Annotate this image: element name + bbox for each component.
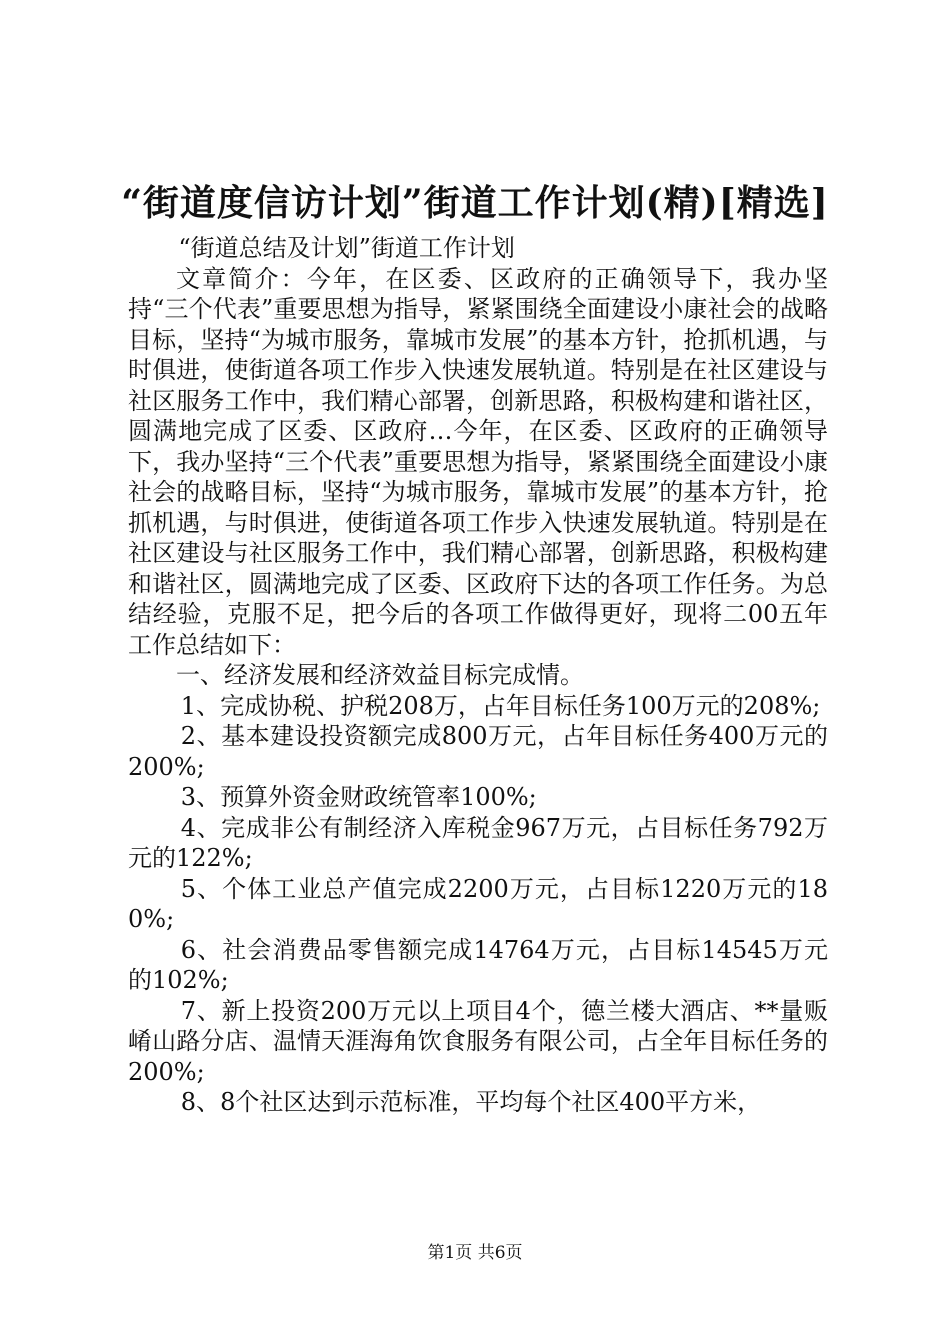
list-item: 2、基本建设投资额完成800万元，占年目标任务400万元的200%;: [128, 722, 828, 781]
section-heading: 一、经济发展和经济效益目标完成情。: [176, 661, 584, 689]
list-item: 3、预算外资金财政统管率100%;: [180, 783, 537, 811]
list-item: 5、个体工业总产值完成2200万元，占目标1220万元的180%;: [128, 874, 828, 933]
document-body: [128, 233, 828, 1118]
list-item: 7、新上投资200万元以上项目4个，德兰楼大酒店、**量贩崤山路分店、温情天涯海角饮食服务有限公司，占全年目标任务的200%;: [128, 996, 828, 1086]
document-subtitle: “街道总结及计划”街道工作计划: [178, 234, 515, 262]
intro-paragraph: 文章简介：今年，在区委、区政府的正确领导下，我办坚持“三个代表”重要思想为指导，紧紧围绕全面建设小康社会的战略目标，坚持“为城市服务，靠城市发展”的基本方针，抢抓机遇，与时俱进，使街道各项工作步入快速发展轨道。特别是在社区建设与社区服务工作中，我们精心部署，创新思路，积极构建和谐社区，圆满地完成了区委、区政府…今年，在区委、区政府的正确领导下，我办坚持“三个代表”重要思想为指导，紧紧围绕全面建设小康社会的战略目标，坚持“为城市服务，靠城市发展”的基本方针，抢抓机遇，与时俱进，使街道各项工作步入快速发展轨道。特别是在社区建设与社区服务工作中，我们精心部署，创新思路，积极构建和谐社区，圆满地完成了区委、区政府下达的各项工作任务。为总结经验，克服不足，把今后的各项工作做得更好，现将二00五年工作总结如下：: [128, 264, 828, 659]
list-item: 8、8个社区达到示范标准，平均每个社区400平方米，: [180, 1088, 762, 1116]
list-item: 1、完成协税、护税208万，占年目标任务100万元的208%;: [180, 691, 821, 720]
document-title: “街道度信访计划”街道工作计划(精)[精选]: [121, 182, 829, 224]
list-item: 4、完成非公有制经济入库税金967万元，占目标任务792万元的122%;: [128, 813, 828, 872]
list-item: 6、社会消费品零售额完成14764万元，占目标14545万元的102%;: [128, 935, 828, 994]
page-indicator: 第1页 共6页: [427, 1243, 523, 1263]
